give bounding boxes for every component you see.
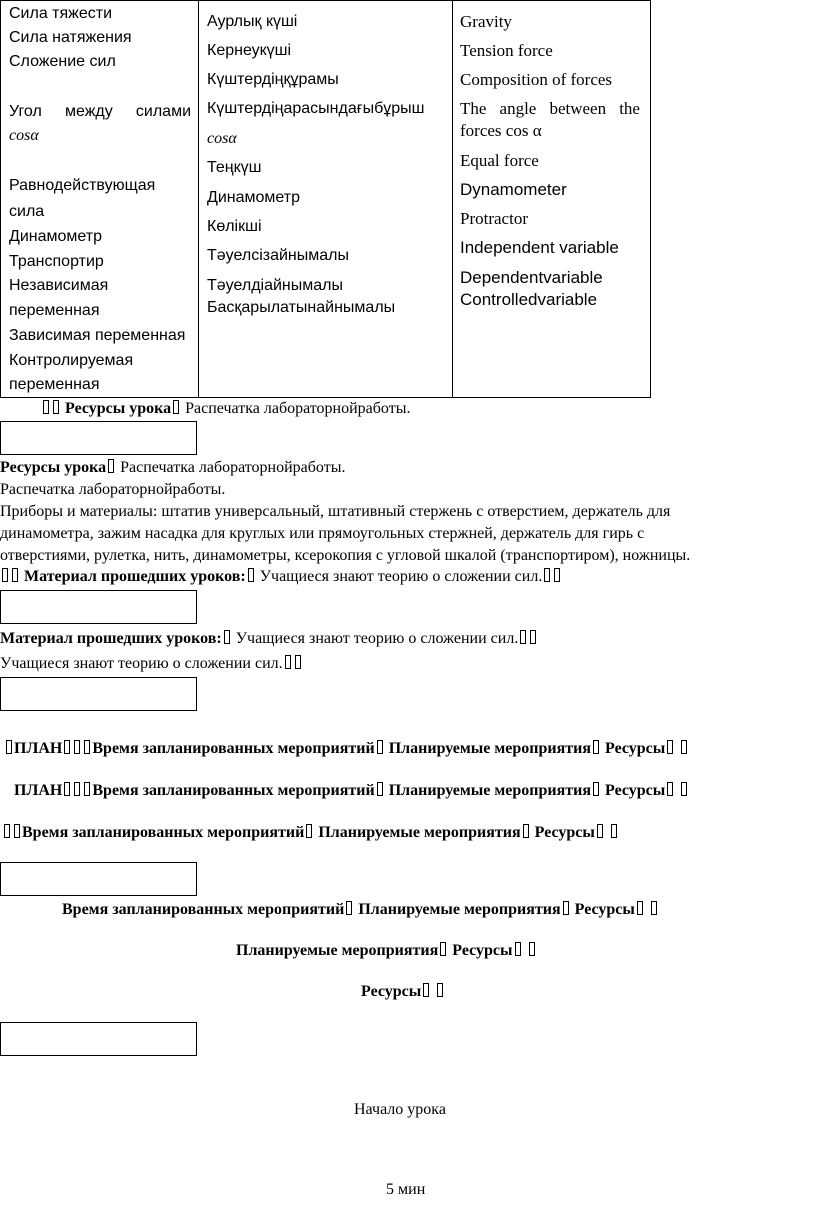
bullet-icon	[597, 824, 603, 838]
equipment-line: Приборы и материалы: штатив универсальный, штативный стержень с отверстием, держатель для	[0, 503, 671, 520]
empty-box	[0, 862, 197, 896]
bullet-icon	[523, 824, 529, 838]
bullet-icon	[520, 630, 526, 644]
bullet-icon	[64, 782, 70, 796]
equipment-line: отверстиями, рулетка, нить, динамометры, ксерокопия с угловой шкалой (транспортиром), ножницы.	[0, 547, 691, 564]
bullet-icon	[4, 824, 10, 838]
term-kz-cos: cosα	[207, 130, 237, 147]
bullet-icon	[563, 901, 569, 915]
bullet-icon	[108, 459, 114, 473]
empty-box	[0, 1022, 197, 1056]
empty-box	[0, 590, 197, 624]
kazakh-terms-column	[199, 1, 453, 398]
term-kz: Динамометр	[207, 189, 300, 206]
term-kz: Күштердіңарасындағыбұрыш	[207, 100, 425, 117]
bullet-icon	[681, 782, 687, 796]
term-kz: Тәуелсізайнымалы	[207, 247, 349, 264]
term-en: Protractor	[460, 209, 528, 228]
term-en: Equal force	[460, 151, 539, 170]
bullet-icon	[248, 568, 254, 582]
term-en: Independent variable	[460, 238, 619, 257]
bullet-icon	[285, 655, 291, 669]
bullet-icon	[64, 740, 70, 754]
bullet-icon	[593, 782, 599, 796]
bullet-icon	[423, 983, 429, 997]
term-ru: переменная	[9, 302, 100, 319]
term-en: Composition of forces	[460, 70, 613, 89]
resources-line-2: Ресурсы урока Распечатка лабораторнойработы.	[0, 459, 346, 476]
plan-line-3: Время запланированных мероприятий Планируемые мероприятия Ресурсы	[2, 824, 619, 842]
term-ru: Динамометр	[9, 228, 102, 245]
bullet-icon	[530, 630, 536, 644]
equipment-line: динамометра, зажим насадка для круглых или прямоугольных стержней, держатель для гирь с	[0, 525, 645, 542]
bullet-icon	[74, 782, 80, 796]
bullet-icon	[346, 901, 352, 915]
term-kz: Теңкүш	[207, 159, 262, 176]
empty-box	[0, 677, 197, 711]
bullet-icon	[554, 568, 560, 582]
term-kz: Тәуелдіайнымалы	[207, 277, 343, 294]
resources-line-1: Ресурсы урока Распечатка лабораторнойработы.	[41, 400, 410, 418]
term-en: forces cos α	[460, 121, 542, 140]
bullet-icon	[667, 740, 673, 754]
english-terms-column	[453, 1, 651, 398]
term-en: Dynamometer	[460, 180, 567, 199]
bullet-icon	[377, 782, 383, 796]
lesson-start: Начало урока	[354, 1101, 446, 1118]
plan-line-6: Ресурсы	[361, 983, 445, 1001]
bullet-icon	[173, 400, 179, 414]
term-kz: Кернеукүші	[207, 42, 292, 59]
empty-box	[0, 421, 197, 455]
bullet-icon	[667, 782, 673, 796]
term-en: Dependentvariable	[460, 268, 603, 287]
bullet-icon	[593, 740, 599, 754]
bullet-icon	[306, 824, 312, 838]
bullet-icon	[529, 942, 535, 956]
term-ru: Сила тяжести	[9, 5, 113, 22]
bullet-icon	[84, 782, 90, 796]
term-kz: Аурлық күші	[207, 13, 298, 30]
term-ru-angle: Угол между силами	[9, 103, 191, 120]
plan-line-2: ПЛАН Время запланированных мероприятий Планируемые мероприятия Ресурсы	[14, 782, 689, 800]
bullet-icon	[377, 740, 383, 754]
bullet-icon	[6, 740, 12, 754]
term-ru: сила	[9, 203, 45, 220]
term-ru: Сила натяжения	[9, 29, 132, 46]
term-ru: Равнодействующая	[9, 177, 156, 194]
vocabulary-table	[0, 0, 651, 398]
bullet-icon	[53, 400, 59, 414]
prior-line-2: Материал прошедших уроков: Учащиеся знают теорию о сложении сил.	[0, 630, 538, 648]
term-ru-cos: cosα	[9, 127, 39, 144]
duration: 5 мин	[386, 1181, 426, 1198]
bullet-icon	[295, 655, 301, 669]
bullet-icon	[43, 400, 49, 414]
term-kz: Көлікші	[207, 218, 262, 235]
plan-line-4: Время запланированных мероприятий Планируемые мероприятия Ресурсы	[62, 901, 659, 919]
bullet-icon	[440, 942, 446, 956]
term-en-angle: The angle between the	[460, 99, 640, 118]
term-ru: Транспортир	[9, 253, 104, 270]
bullet-icon	[611, 824, 617, 838]
term-en: Controlledvariable	[460, 290, 598, 309]
bullet-icon	[14, 824, 20, 838]
term-ru: Зависимая переменная	[9, 327, 186, 344]
term-ru: Независимая	[9, 277, 109, 294]
term-ru: переменная	[9, 376, 100, 393]
bullet-icon	[84, 740, 90, 754]
bullet-icon	[74, 740, 80, 754]
plan-line-5: Планируемые мероприятия Ресурсы	[236, 942, 537, 960]
prior-line-3: Учащиеся знают теорию о сложении сил.	[0, 655, 303, 673]
bullet-icon	[224, 630, 230, 644]
term-en: Tension force	[460, 41, 553, 60]
bullet-icon	[637, 901, 643, 915]
russian-terms-column	[1, 1, 199, 398]
bullet-icon	[544, 568, 550, 582]
bullet-icon	[2, 568, 8, 582]
term-en: Gravity	[460, 12, 512, 31]
bullet-icon	[515, 942, 521, 956]
bullet-icon	[12, 568, 18, 582]
bullet-icon	[681, 740, 687, 754]
bullet-icon	[651, 901, 657, 915]
term-kz: Күштердіңқұрамы	[207, 71, 339, 88]
bullet-icon	[437, 983, 443, 997]
resources-printout: Распечатка лабораторнойработы.	[0, 481, 226, 498]
prior-line-1: Материал прошедших уроков: Учащиеся знают теорию о сложении сил.	[0, 568, 562, 586]
term-ru: Сложение сил	[9, 53, 116, 70]
plan-line-1: ПЛАН Время запланированных мероприятий Планируемые мероприятия Ресурсы	[4, 740, 689, 758]
term-ru: Контролируемая	[9, 352, 134, 369]
term-kz: Басқарылатынайнымалы	[207, 299, 396, 316]
